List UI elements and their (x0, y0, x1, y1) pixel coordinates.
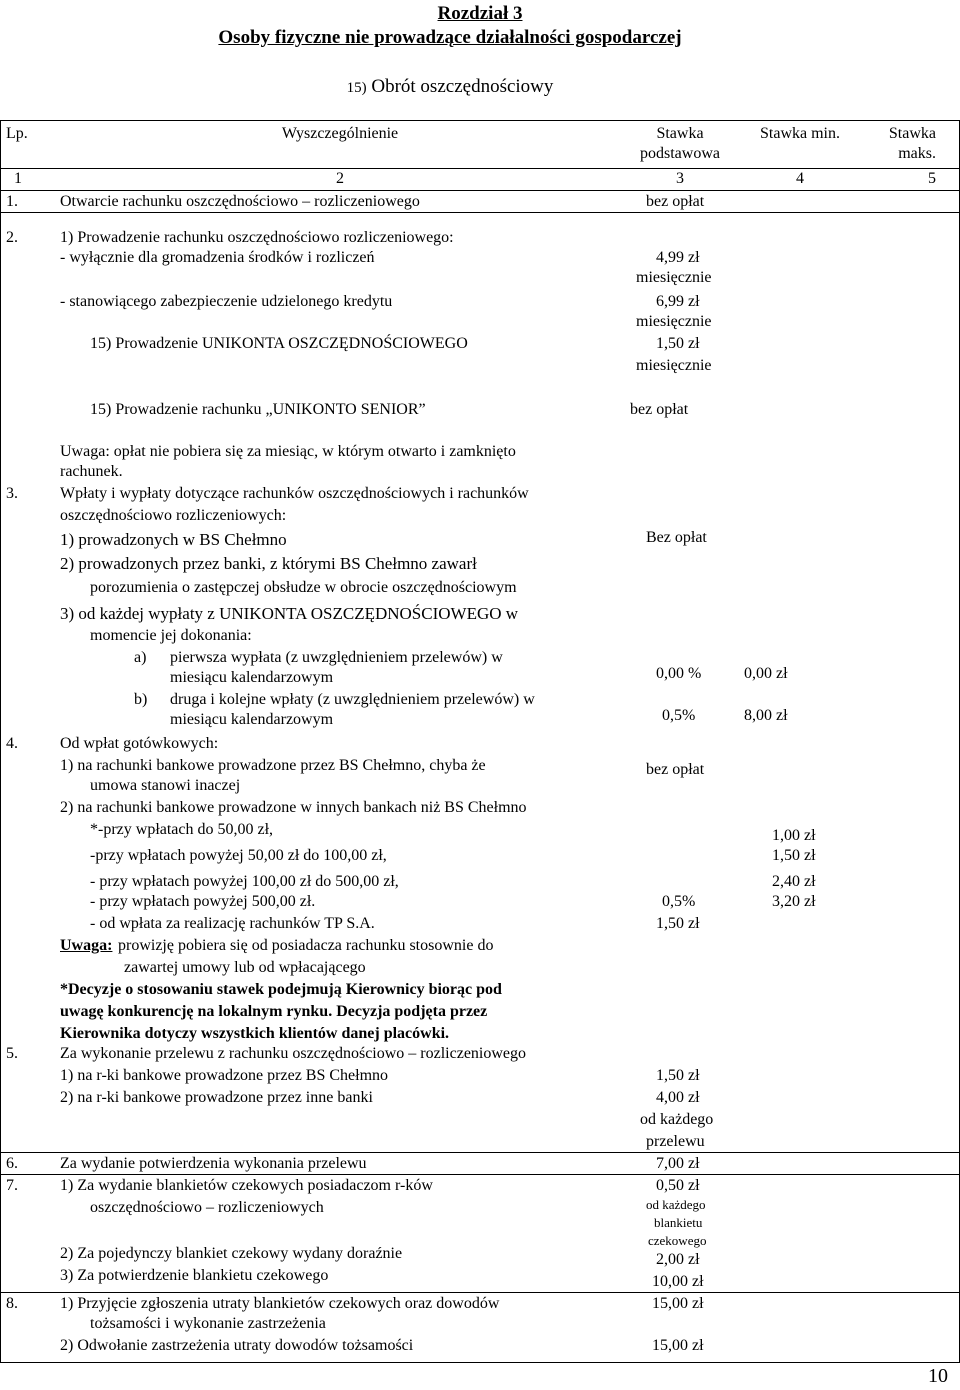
row-text-r3-lp: 3. (6, 485, 18, 502)
col-num-3: 3 (676, 170, 684, 187)
row-text-r4-g: - przy wpłatach powyżej 100,00 zł do 500,00 zł, (90, 873, 399, 890)
row-text-r8-b: tożsamości i wykonanie zastrzeżenia (90, 1315, 326, 1332)
row-text-r2-v1: 4,99 zł (656, 249, 700, 266)
row-text-r2-v1m: miesięcznie (636, 269, 712, 286)
row-text-r5-cv2: od każdego (640, 1111, 714, 1128)
row-text-r2-e: 15) Prowadzenie rachunku „UNIKONTO SENIOR” (90, 401, 426, 418)
row-text-r1-lp: 1. (6, 193, 18, 210)
row-text-r5-b: 1) na r-ki bankowe prowadzone przez BS Chełmno (60, 1067, 389, 1084)
col-base-2: podstawowa (640, 145, 720, 162)
chapter-title: Rozdział 3 (437, 3, 523, 24)
row-text-r3-c: 1) prowadzonych w BS Chełmno (60, 530, 287, 549)
row-text-r2-d: 15) Prowadzenie UNIKONTA OSZCZĘDNOŚCIOWEGO (90, 335, 468, 352)
rule-row5 (0, 1152, 960, 1153)
row-text-r5-c: 2) na r-ki bankowe prowadzone przez inne banki (60, 1089, 373, 1106)
page-number: 10 (928, 1365, 948, 1387)
rule-row7 (0, 1292, 960, 1293)
row-text-r7-av2: od każdego (646, 1197, 706, 1212)
row-text-r7-lp: 7. (6, 1177, 18, 1194)
row-text-r2-v3: 1,50 zł (656, 335, 700, 352)
row-text-r3-i2: druga i kolejne wpłaty (z uwzględnieniem przelewów) w (170, 691, 535, 708)
row-text-r3-d: 2) prowadzonych przez banki, z którymi BS Chełmno zawarł (60, 554, 477, 573)
col-num-2: 2 (336, 170, 344, 187)
row-text-r7-a: 1) Za wydanie blankietów czekowych posiadaczom r-ków (60, 1177, 433, 1194)
row-text-r4-lp: 4. (6, 735, 18, 752)
row-text-r4-a: Od wpłat gotówkowych: (60, 735, 219, 752)
row-text-r4-iv: 1,50 zł (656, 915, 700, 932)
col-base-1: Stawka (656, 125, 704, 142)
row-text-r4-c: umowa stanowi inaczej (90, 777, 241, 794)
row-text-r3-h3: miesiącu kalendarzowym (170, 669, 334, 686)
row-text-r5-a: Za wykonanie przelewu z rachunku oszczędnościowo – rozliczeniowego (60, 1045, 527, 1062)
row-text-r4-hv2: 3,20 zł (772, 893, 816, 910)
row-text-r7-c: 2) Za pojedynczy blankiet czekowy wydany doraźnie (60, 1245, 403, 1262)
col-min: Stawka min. (760, 125, 840, 142)
row-text-r4-hv1: 0,5% (662, 893, 696, 910)
row-text-r8-lp: 8. (6, 1295, 18, 1312)
rule-left (0, 120, 1, 1362)
row-text-r4-f: -przy wpłatach powyżej 50,00 zł do 100,00 zł, (90, 847, 387, 864)
chapter-subtitle: Osoby fizyczne nie prowadzące działalności gospodarczej (218, 27, 682, 48)
col-max-1: Stawka (888, 125, 936, 142)
col-num-4: 4 (796, 170, 804, 187)
row-text-r2-c: - stanowiącego zabezpieczenie udzielonego kredytu (60, 293, 393, 310)
row-text-r3-cv: Bez opłat (646, 529, 707, 546)
row-text-r4-k1: *Decyzje o stosowaniu stawek podejmują Kierownicy biorąc pod (60, 981, 502, 998)
row-text-r2-lp: 2. (6, 229, 18, 246)
row-text-r4-e: *-przy wpłatach do 50,00 zł, (90, 821, 274, 838)
row-text-r3-hv2: 0,00 zł (744, 665, 788, 682)
row-text-r4-fv: 1,50 zł (772, 847, 816, 864)
row-text-r3-f: 3) od każdej wypłaty z UNIKONTA OSZCZĘDNOŚCIOWEGO w (60, 604, 519, 623)
row-text-r4-k3: Kierownika dotyczy wszystkich klientów danej placówki. (60, 1025, 450, 1042)
col-num-5: 5 (928, 170, 936, 187)
row-text-r3-i1: b) (134, 691, 148, 708)
row-text-r4-bv: bez opłat (646, 761, 705, 778)
row-text-r3-b: oszczędnościowo rozliczeniowych: (60, 507, 287, 524)
row-text-r2-b: - wyłącznie dla gromadzenia środków i rozliczeń (60, 249, 375, 266)
row-text-r7-av3: blankietu (654, 1215, 703, 1230)
row-text-r4-gv: 2,40 zł (772, 873, 816, 890)
row-text-r7-dv: 10,00 zł (652, 1273, 704, 1290)
col-lp: Lp. (6, 125, 28, 142)
row-text-r4-i: - od wpłata za realizację rachunków TP S.A. (90, 915, 375, 932)
row-text-r4-u2: prowizję pobiera się od posiadacza rachunku stosownie do (118, 937, 494, 954)
col-desc: Wyszczególnienie (281, 125, 399, 142)
row-text-r2-note2: rachunek. (60, 463, 123, 480)
row-text-r8-c: 2) Odwołanie zastrzeżenia utraty dowodów tożsamości (60, 1337, 414, 1354)
row-text-r8-cv: 15,00 zł (652, 1337, 704, 1354)
row-text-r3-h2: pierwsza wypłata (z uwzględnieniem przelewów) w (170, 649, 503, 666)
row-text-r2-v4: bez opłat (630, 401, 689, 418)
row-text-r7-av: 0,50 zł (656, 1177, 700, 1194)
row-text-r5-cv: 4,00 zł (656, 1089, 700, 1106)
row-text-r2-v2m: miesięcznie (636, 313, 712, 330)
row-text-r4-h: - przy wpłatach powyżej 500,00 zł. (90, 893, 316, 910)
row-text-r3-h1: a) (134, 649, 147, 666)
row-text-r3-a: Wpłaty i wypłaty dotyczące rachunków oszczędnościowych i rachunków (60, 485, 529, 502)
row-text-r3-i3: miesiącu kalendarzowym (170, 711, 334, 728)
row-text-r2-v2: 6,99 zł (656, 293, 700, 310)
section-number: 15) (346, 80, 367, 96)
row-text-r8-av: 15,00 zł (652, 1295, 704, 1312)
rule-bottom (0, 1362, 960, 1363)
row-text-r4-k2: uwagę konkurencję na lokalnym rynku. Decyzja podjęta przez (60, 1003, 488, 1020)
row-text-r3-iv1: 0,5% (662, 707, 696, 724)
section-name: Obrót oszczędnościowy (371, 76, 554, 97)
rule-numbers (0, 190, 960, 191)
row-text-r2-note1: Uwaga: opłat nie pobiera się za miesiąc, w którym otwarto i zamknięto (60, 443, 516, 460)
row-text-r3-e: porozumienia o zastępczej obsłudze w obrocie oszczędnościowym (90, 579, 517, 596)
row-text-r5-lp: 5. (6, 1045, 18, 1062)
row-text-r6-v: 7,00 zł (656, 1155, 700, 1172)
row-text-r5-bv: 1,50 zł (656, 1067, 700, 1084)
row-text-r6-lp: 6. (6, 1155, 18, 1172)
row-text-r3-iv2: 8,00 zł (744, 707, 788, 724)
row-text-r4-ev: 1,00 zł (772, 827, 816, 844)
row-text-r2-a: 1) Prowadzenie rachunku oszczędnościowo rozliczeniowego: (60, 229, 454, 246)
row-text-r7-b: oszczędnościowo – rozliczeniowych (90, 1199, 324, 1216)
row-text-r1-base: bez opłat (646, 193, 705, 210)
row-text-r4-u3: zawartej umowy lub od wpłacającego (124, 959, 366, 976)
row-text-r4-u1: Uwaga: (60, 937, 113, 954)
rule-top (0, 120, 960, 121)
row-text-r8-a: 1) Przyjęcie zgłoszenia utraty blankietów czekowych oraz dowodów (60, 1295, 500, 1312)
col-num-1: 1 (14, 170, 22, 187)
row-text-r6-a: Za wydanie potwierdzenia wykonania przelewu (60, 1155, 367, 1172)
row-text-r4-d: 2) na rachunki bankowe prowadzone w innych bankach niż BS Chełmno (60, 799, 527, 816)
row-text-r4-b: 1) na rachunki bankowe prowadzone przez BS Chełmno, chyba że (60, 757, 486, 774)
row-text-r1-desc: Otwarcie rachunku oszczędnościowo – rozliczeniowego (60, 193, 420, 210)
row-text-r2-v3m: miesięcznie (636, 357, 712, 374)
col-max-2: maks. (898, 145, 936, 162)
row-text-r5-cv3: przelewu (646, 1133, 705, 1150)
row-text-r3-g: momencie jej dokonania: (90, 627, 252, 644)
rule-row6 (0, 1174, 960, 1175)
row-text-r3-hv1: 0,00 % (656, 665, 702, 682)
section-title (0, 76, 900, 98)
rule-row1 (0, 212, 960, 213)
row-text-r7-av4: czekowego (648, 1233, 707, 1248)
row-text-r7-d: 3) Za potwierdzenie blankietu czekowego (60, 1267, 329, 1284)
row-text-r7-cv: 2,00 zł (656, 1251, 700, 1268)
